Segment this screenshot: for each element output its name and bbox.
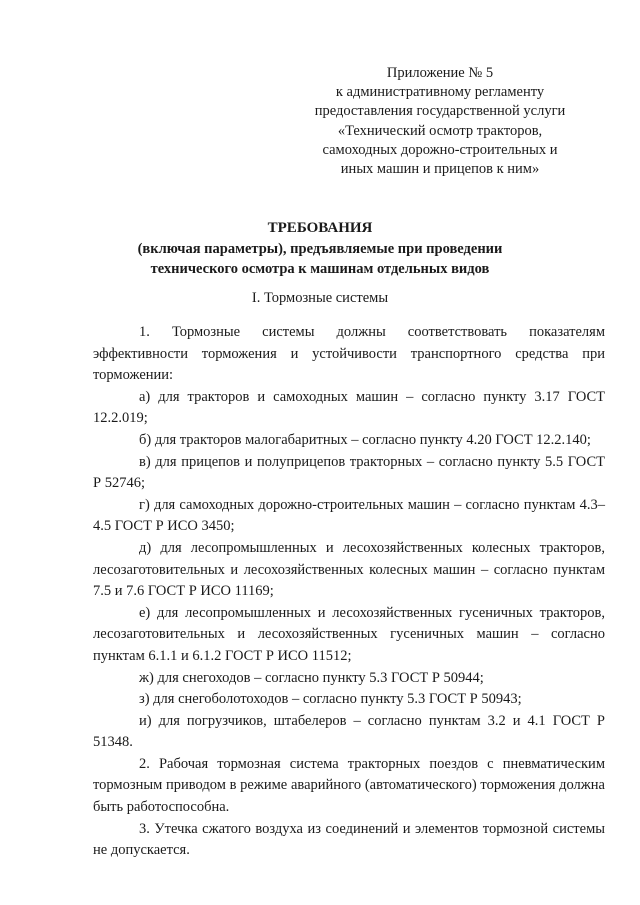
appendix-number: Приложение № 5: [386, 65, 494, 81]
appendix-line: предоставления государственной услуги: [314, 103, 566, 120]
list-item: г) для самоходных дорожно-строительных машин – согласно пунктам 4.3–4.5 ГОСТ Р ИСО 3450;: [93, 496, 605, 535]
list-item: в) для прицепов и полуприцепов тракторных – согласно пункту 5.5 ГОСТ Р 52746;: [93, 453, 605, 492]
title-subtitle: технического осмотра к машинам отдельных видов: [150, 260, 490, 277]
list-item: з) для снегоболотоходов – согласно пункту 5.3 ГОСТ Р 50943;: [139, 691, 522, 708]
paragraph-1: 1. Тормозные системы должны соответствовать показателям эффективности торможения и устойчивости транспортного средства при торможении:: [93, 324, 605, 384]
document-body: [93, 322, 605, 862]
list-item: б) для тракторов малогабаритных – согласно пункту 4.20 ГОСТ 12.2.140;: [139, 431, 591, 448]
document-title: [0, 219, 640, 279]
appendix-line: самоходных дорожно-строительных и: [322, 141, 558, 158]
list-item: и) для погрузчиков, штабелеров – согласно пунктам 3.2 и 4.1 ГОСТ Р 51348.: [93, 712, 605, 751]
title-subtitle: (включая параметры), предъявляемые при проведении: [137, 240, 503, 257]
title-main: ТРЕБОВАНИЯ: [267, 220, 373, 236]
list-item: а) для тракторов и самоходных машин – согласно пункту 3.17 ГОСТ 12.2.019;: [93, 388, 605, 427]
appendix-line: к административному регламенту: [335, 84, 545, 101]
list-item: д) для лесопромышленных и лесохозяйственных колесных тракторов, лесозаготовительных и лесохозяйственных колесных машин – согласно пунктам 7.5 и 7.6 ГОСТ Р ИСО 11169;: [93, 539, 605, 600]
paragraph-2: 2. Рабочая тормозная система тракторных поездов с пневматическим тормозным приводом в режиме аварийного (автоматического) торможения должна быть работоспособна.: [93, 755, 605, 816]
paragraph-3: 3. Утечка сжатого воздуха из соединений и элементов тормозной системы не допускается.: [93, 820, 605, 859]
list-item: е) для лесопромышленных и лесохозяйственных гусеничных тракторов, лесозаготовительных и лесохозяйственных гусеничных машин – согласно пунктам 6.1.1 и 6.1.2 ГОСТ Р ИСО 11512;: [93, 604, 605, 664]
appendix-header: [300, 64, 580, 179]
section-heading: I. Тормозные системы: [251, 290, 389, 306]
list-item: ж) для снегоходов – согласно пункту 5.3 ГОСТ Р 50944;: [139, 669, 484, 686]
appendix-line: «Технический осмотр тракторов,: [337, 122, 543, 139]
appendix-line: иных машин и прицепов к ним»: [340, 161, 540, 178]
